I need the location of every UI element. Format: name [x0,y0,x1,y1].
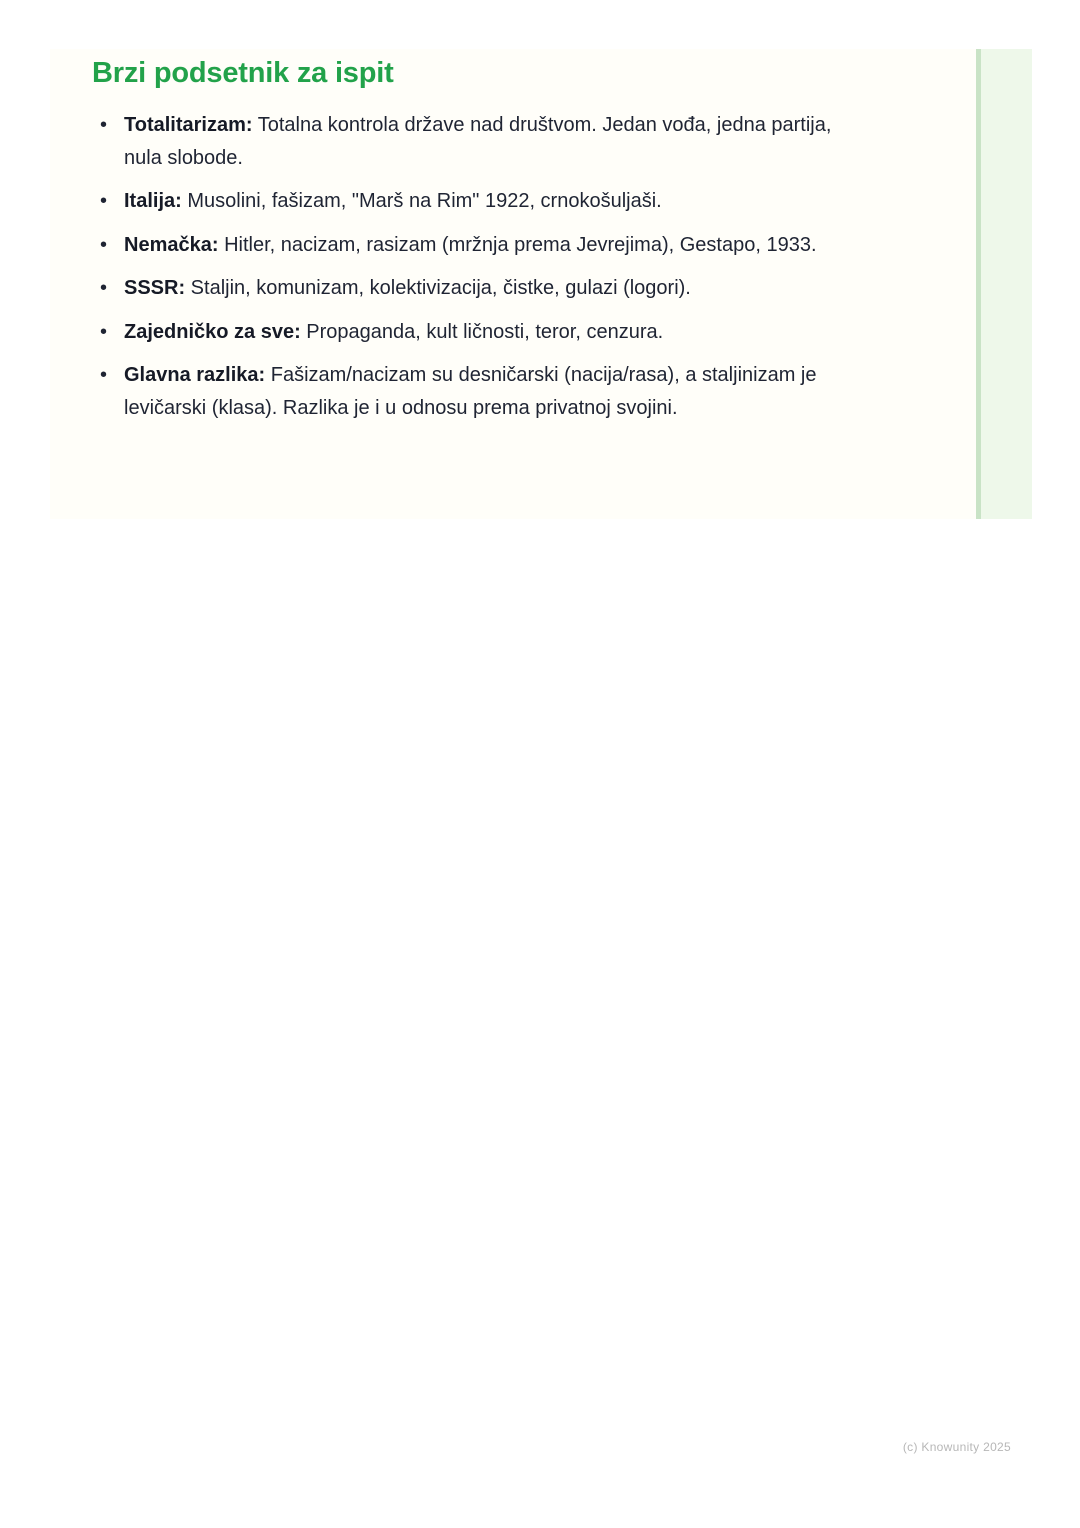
bullet-icon: • [100,190,108,212]
bullet-icon: • [100,233,108,256]
summary-list [92,109,832,435]
bullet-icon: • [100,277,108,299]
list-item [92,272,832,305]
item-term: Zajedničko za sve: [124,320,301,343]
section-title: Brzi podsetnik za ispit [92,57,394,89]
item-term: Nemačka: [124,233,219,256]
summary-card [50,49,976,519]
list-item [92,316,832,349]
item-term: Glavna razlika: [124,364,266,386]
list-item [92,359,832,424]
list-item [92,185,832,218]
item-term: Totalitarizam: [124,114,253,136]
copyright-footer: (c) Knowunity 2025 [902,1440,1011,1454]
side-accent-strip [976,49,1032,519]
item-term: SSSR: [124,277,186,299]
item-term: Italija: [124,190,182,212]
item-text: Fašizam/nacizam su desničarski (nacija/rasa), a staljinizam je levičarski (klasa). Razlika je i u odnosu prema privatnoj svojini. [124,364,817,419]
list-item [92,229,832,262]
item-text: Propaganda, kult ličnosti, teror, cenzura. [300,320,664,343]
bullet-icon: • [100,320,108,343]
bullet-icon: • [100,114,108,136]
item-text: Staljin, komunizam, kolektivizacija, čistke, gulazi (logori). [185,277,691,299]
bullet-icon: • [100,364,108,386]
item-text: Totalna kontrola države nad društvom. Jedan vođa, jedna partija, nula slobode. [124,114,832,169]
list-item [92,109,832,174]
item-text: Musolini, fašizam, "Marš na Rim" 1922, crnokošuljaši. [181,190,662,212]
item-text: Hitler, nacizam, rasizam (mržnja prema Jevrejima), Gestapo, 1933. [218,233,817,256]
